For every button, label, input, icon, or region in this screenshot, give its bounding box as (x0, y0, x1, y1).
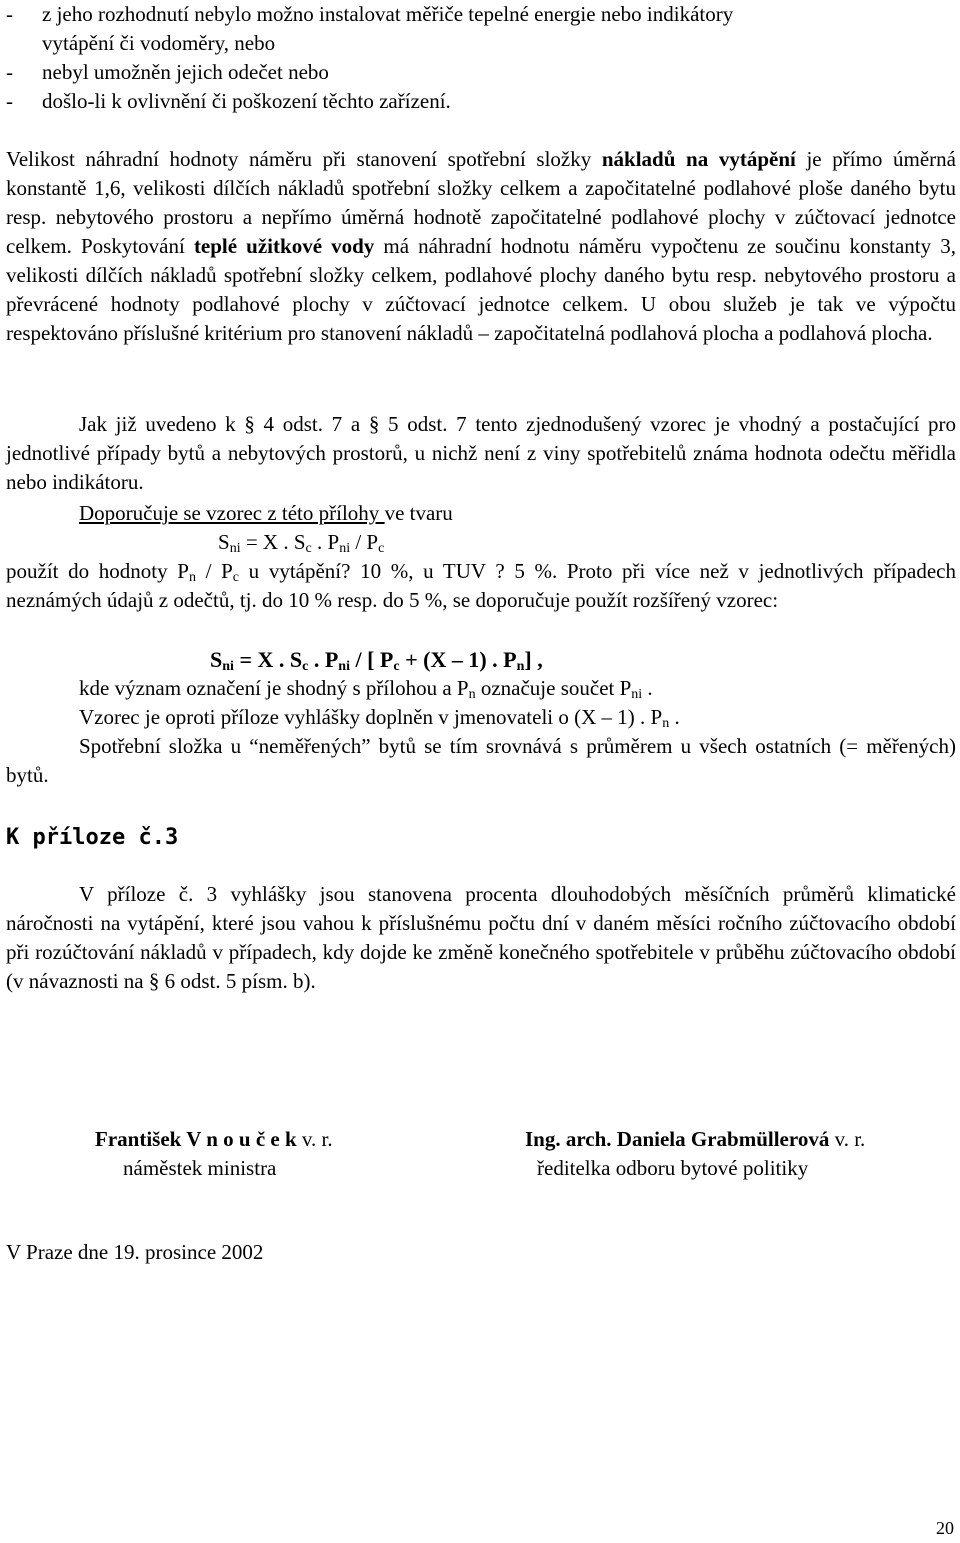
text-run: . (642, 676, 653, 700)
bold-text: nákladů na vytápění (601, 147, 796, 171)
document-date: V Praze dne 19. prosince 2002 (6, 1240, 264, 1264)
formula-symbol: / P (350, 530, 379, 554)
paragraph-denominator (79, 703, 680, 732)
formula-symbol: S (218, 530, 230, 554)
subscript: n (662, 716, 670, 731)
signatory-name: František V n o u č e k (95, 1127, 297, 1151)
text-run: Velikost náhradní hodnoty náměru při stanovení spotřební složky (6, 147, 602, 171)
text-run: ve tvaru (384, 501, 453, 525)
text-run: u vytápění? 10 %, u TUV ? 5 %. Proto při více než v jednotlivých případech neznámých údajů z odečtů, tj. do 10 % resp. do 5 %, se doporučuje použít rozšířený vzorec: (6, 559, 957, 612)
formula-symbol: . P (308, 647, 339, 672)
bullet-text: došlo-li k ovlivnění či poškození těchto zařízení. (42, 89, 451, 113)
formula-symbol: / [ P (349, 647, 394, 672)
subscript: ni (222, 659, 234, 674)
bullet-text: nebyl umožněn jejich odečet nebo (42, 60, 329, 84)
paragraph-annex-3: V příloze č. 3 vyhlášky jsou stanovena procenta dlouhodobých měsíčních průměrů klimatické náročnosti na vytápění, které jsou vahou k příslušnému počtu dní v daném měsíci ročního zúčtovacího období při rozúčtování nákladů v případech, kdy dojde ke změně konečného spotřebitele v průběhu zúčtovacího období (v návaznosti na § 6 odst. 5 písm. b). (6, 882, 956, 993)
bullet-item (6, 0, 956, 29)
bullet-item (6, 29, 956, 58)
section-heading: K příloze č.3 (6, 825, 179, 850)
text-run: Vzorec je oproti příloze vyhlášky doplněn v jmenovateli o (X – 1) . P (79, 705, 663, 729)
signature-vr: v. r. (296, 1127, 333, 1151)
signature-name (95, 1125, 333, 1154)
formula-symbol: ] , (524, 647, 543, 672)
signatory-name: Ing. arch. Daniela Grabmüllerová (525, 1127, 830, 1151)
signature-vr: v. r. (829, 1127, 866, 1151)
paragraph-heating-water (6, 145, 956, 348)
subscript: c (232, 570, 240, 585)
bullet-dash: - (6, 60, 13, 84)
subscript: ni (338, 659, 350, 674)
formula-symbol: = X . S (233, 647, 303, 672)
subscript: c (393, 659, 400, 674)
text-run: kde význam označení je shodný s přílohou a P (79, 676, 469, 700)
formula-extended (210, 645, 543, 674)
bullet-text: z jeho rozhodnutí nebylo možno instalovat měřiče tepelné energie nebo indikátory (42, 2, 734, 26)
subscript: n (468, 687, 476, 702)
subscript: c (302, 659, 309, 674)
subscript: c (378, 541, 385, 556)
paragraph-extended-formula-intro (6, 557, 956, 615)
paragraph-formula-intro: Jak již uvedeno k § 4 odst. 7 a § 5 odst. 7 tento zjednodušený vzorec je vhodný a postačující pro jednotlivé případy bytů a nebytových prostorů, u nichž není z viny spotřebitelů známa hodnota odečtu měřidla nebo indikátoru. (6, 412, 956, 494)
subscript: ni (631, 687, 643, 702)
subscript: ni (229, 541, 241, 556)
formula-symbol: S (210, 647, 223, 672)
bullet-item (6, 58, 956, 87)
bullet-text: vytápění či vodoměry, nebo (42, 31, 276, 55)
bullet-dash: - (6, 89, 13, 113)
text-run: má náhradní hodnotu náměru vypočtenu ze součinu konstanty 3, velikosti dílčích nákladů spotřební složky celkem, podlahové plochy daného bytu resp. nebytového prostoru a převrácené hodnoty podlahové plochy v zúčtovací jednotce celkem. U obou služeb je tak ve výpočtu respektováno příslušné kritérium pro stanovení nákladů – započitatelná podlahová plocha a podlahová plocha. (6, 234, 956, 345)
paragraph-meaning (79, 674, 653, 703)
text-run: označuje součet P (475, 676, 632, 700)
subscript: n (516, 659, 525, 674)
formula-symbol: . P (311, 530, 340, 554)
bold-text: teplé užitkové vody (193, 234, 375, 258)
paragraph-comparison: Spotřební složka u “neměřených” bytů se tím srovnává s průměrem u všech ostatních (= měřených) bytů. (6, 734, 956, 787)
subscript: c (305, 541, 312, 556)
underlined-text: Doporučuje se vzorec z této přílohy (79, 501, 385, 525)
recommend-line (79, 499, 453, 528)
bullet-item (6, 87, 956, 116)
formula-symbol: + (X – 1) . P (399, 647, 517, 672)
text-run: / P (195, 559, 233, 583)
formula-symbol: = X . S (240, 530, 306, 554)
text-run: je přímo úměrná konstantě 1,6, velikosti dílčích nákladů spotřební složky celkem a započitatelné podlahové ploše daného bytu resp. nebytového prostoru a nepřímo úměrná hodnotě započitatelné podlahové plochy v zúčtovací jednotce celkem. Poskytování (6, 147, 956, 258)
subscript: ni (339, 541, 351, 556)
signature-role: ředitelka odboru bytové politiky (537, 1156, 809, 1180)
signature-name (525, 1125, 865, 1154)
text-run: použít do hodnoty P (6, 559, 189, 583)
page-number: 20 (936, 1518, 954, 1538)
bullet-dash: - (6, 2, 13, 26)
text-run: . (669, 705, 680, 729)
signature-role: náměstek ministra (123, 1156, 277, 1180)
subscript: n (188, 570, 196, 585)
formula-simple (218, 528, 384, 557)
